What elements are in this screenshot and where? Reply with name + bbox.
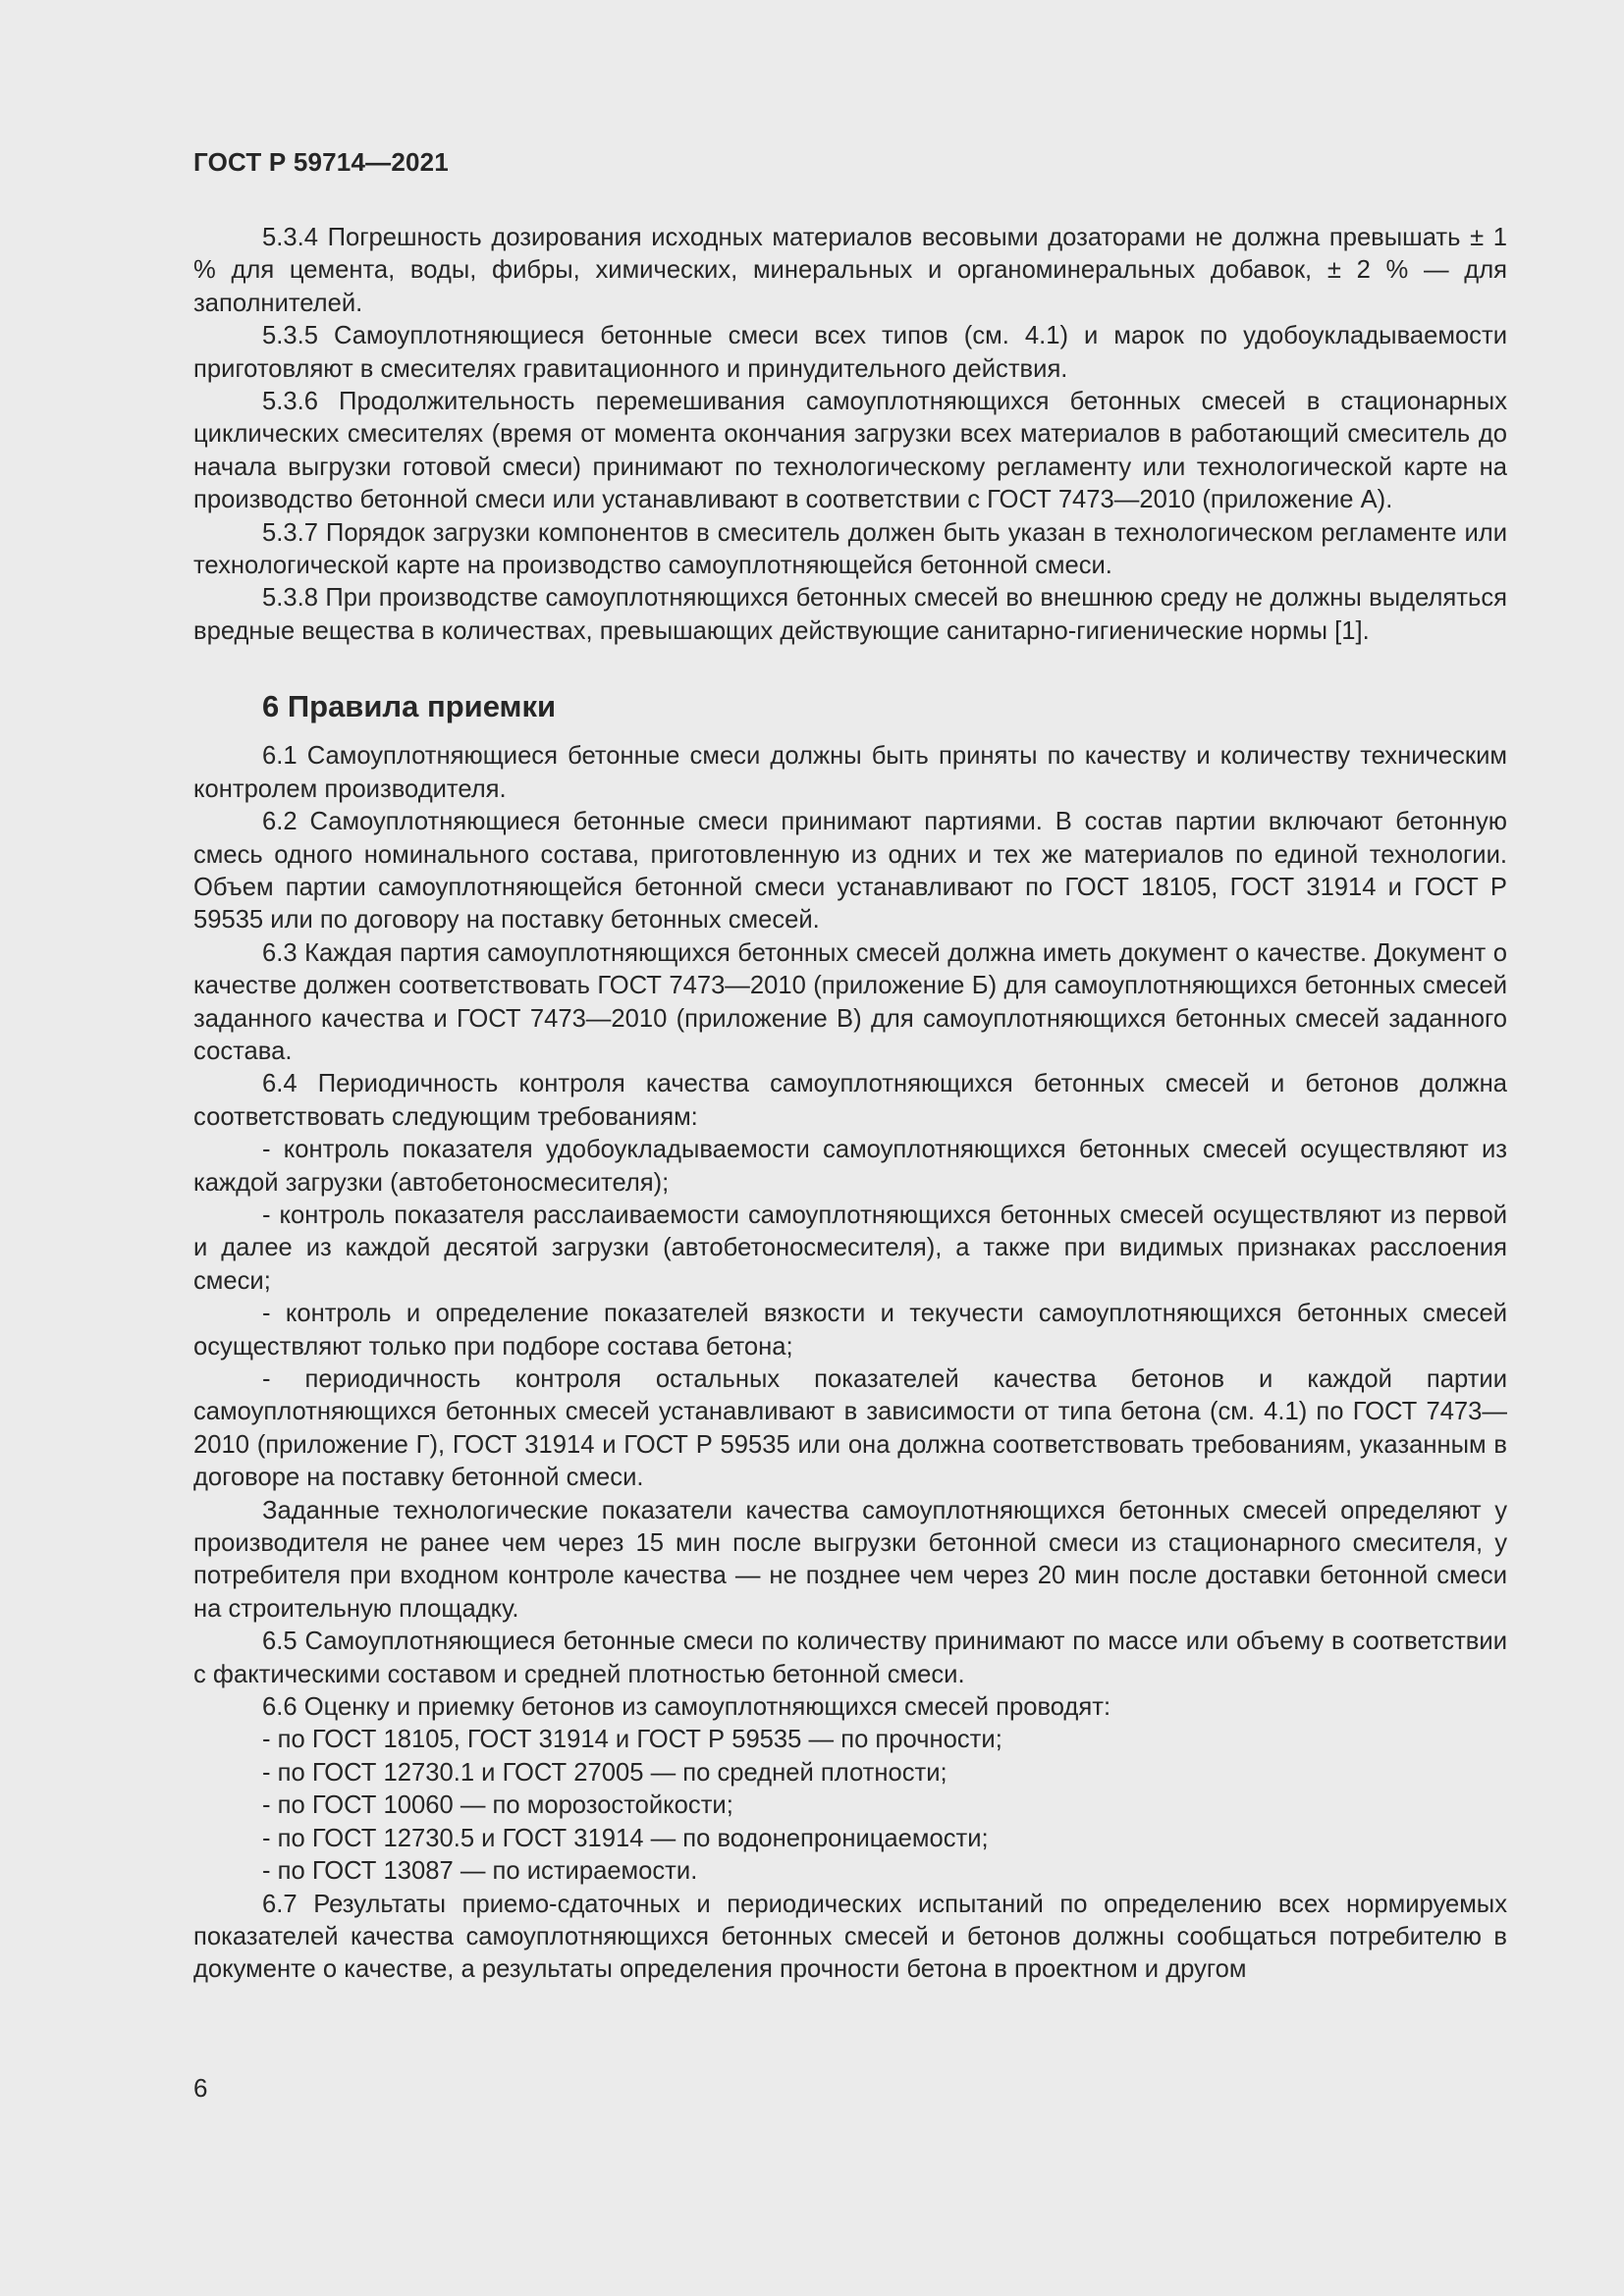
paragraph-5-3-8: 5.3.8 При производстве самоуплотняющихся бетонных смесей во внешнюю среду не должны выделяться вредные вещества в количествах, превышающих действующие санитарно-гигиенические нормы [1]. [193,584,1507,645]
requirement-item: - контроль показателя удобоукладываемости самоуплотняющихся бетонных смесей осуществляют из каждой загрузки (автобетоносмесителя); [193,1136,1507,1197]
standard-list-item: - по ГОСТ 12730.1 и ГОСТ 27005 — по средней плотности; [262,1758,947,1787]
requirement-item: - периодичность контроля остальных показателей качества бетонов и каждой партии самоуплотняющихся бетонных смесей устанавливают в зависимости от типа бетона (см. 4.1) по ГОСТ 7473—2010 (приложение Г), ГОСТ 31914 и ГОСТ Р 59535 или она должна соответствовать требованиям, указанным в договоре на поставку бетонной смеси. [193,1365,1507,1492]
requirement-item: - контроль и определение показателей вязкости и текучести самоуплотняющихся бетонных смесей осуществляют только при подборе состава бетона; [193,1300,1507,1361]
page-number: 6 [193,2073,208,2103]
paragraph-5-3-7: 5.3.7 Порядок загрузки компонентов в смеситель должен быть указан в технологическом регламенте или технологической карте на производство самоуплотняющейся бетонной смеси. [193,518,1507,580]
standard-list-item: - по ГОСТ 12730.5 и ГОСТ 31914 — по водонепроницаемости; [262,1824,989,1852]
paragraph-6-2: 6.2 Самоуплотняющиеся бетонные смеси принимают партиями. В состав партии включают бетонную смесь одного номинального состава, приготовленную из одних и тех же материалов по единой технологии. Объем партии самоуплотняющейся бетонной смеси устанавливают по ГОСТ 18105, ГОСТ 31914 и ГОСТ Р 59535 или по договору на поставку бетонных смесей. [193,808,1507,934]
paragraph-5-3-4: 5.3.4 Погрешность дозирования исходных материалов весовыми дозаторами не должна превышать ± 1 % для цемента, воды, фибры, химических, минеральных и органоминеральных добавок, ± 2 % — для заполнителей. [193,224,1507,317]
paragraph-6-3: 6.3 Каждая партия самоуплотняющихся бетонных смесей должна иметь документ о качестве. Документ о качестве должен соответствовать ГОСТ 7473—2010 (приложение Б) для самоуплотняющихся бетонных смесей заданного качества и ГОСТ 7473—2010 (приложение В) для самоуплотняющихся бетонных смесей заданного состава. [193,938,1507,1065]
document-code-header: ГОСТ Р 59714—2021 [193,147,449,177]
standard-list-item: - по ГОСТ 13087 — по истираемости. [262,1857,698,1886]
paragraph-5-3-6: 5.3.6 Продолжительность перемешивания самоуплотняющихся бетонных смесей в стационарных циклических смесителях (время от момента окончания загрузки всех материалов в работающий смеситель до начала выгрузки готовой смеси) принимают по технологическому регламенту или технологической карте на производство бетонной смеси или устанавливают в соответствии с ГОСТ 7473—2010 (приложение А). [193,388,1507,514]
paragraph-5-3-5: 5.3.5 Самоуплотняющиеся бетонные смеси всех типов (см. 4.1) и марок по удобоукладываемости приготовляют в смесителях гравитационного и принудительного действия. [193,322,1507,383]
requirement-item: - контроль показателя расслаиваемости самоуплотняющихся бетонных смесей осуществляют из первой и далее из каждой десятой загрузки (автобетоносмесителя), а также при видимых признаках расслоения смеси; [193,1201,1507,1295]
paragraph-6-5: 6.5 Самоуплотняющиеся бетонные смеси по количеству принимают по массе или объему в соответствии с фактическими составом и средней плотностью бетонной смеси. [193,1628,1507,1688]
paragraph-technological-indicators: Заданные технологические показатели качества самоуплотняющихся бетонных смесей определяют у производителя не ранее чем через 15 мин после выгрузки бетонной смеси из стационарного смесителя, у потребителя при входном контроле качества — не позднее чем через 20 мин после доставки бетонной смеси на строительную площадку. [193,1496,1507,1623]
paragraph-6-1: 6.1 Самоуплотняющиеся бетонные смеси должны быть приняты по качеству и количеству техническим контролем производителя. [193,742,1507,803]
paragraph-6-4: 6.4 Периодичность контроля качества самоуплотняющихся бетонных смесей и бетонов должна соответствовать следующим требованиям: [193,1070,1507,1131]
standard-list-item: - по ГОСТ 18105, ГОСТ 31914 и ГОСТ Р 59535 — по прочности; [262,1726,1002,1754]
standard-list-item: - по ГОСТ 10060 — по морозостойкости; [262,1791,733,1820]
paragraph-6-7: 6.7 Результаты приемо-сдаточных и периодических испытаний по определению всех нормируемых показателей качества самоуплотняющихся бетонных смесей и бетонов должны сообщаться потребителю в документе о качестве, а результаты определения прочности бетона в проектном и другом [193,1890,1507,1984]
page-body [193,222,1507,1987]
paragraph-6-6: 6.6 Оценку и приемку бетонов из самоуплотняющихся смесей проводят: [262,1693,1111,1722]
section-6-heading: 6 Правила приемки [262,689,557,724]
